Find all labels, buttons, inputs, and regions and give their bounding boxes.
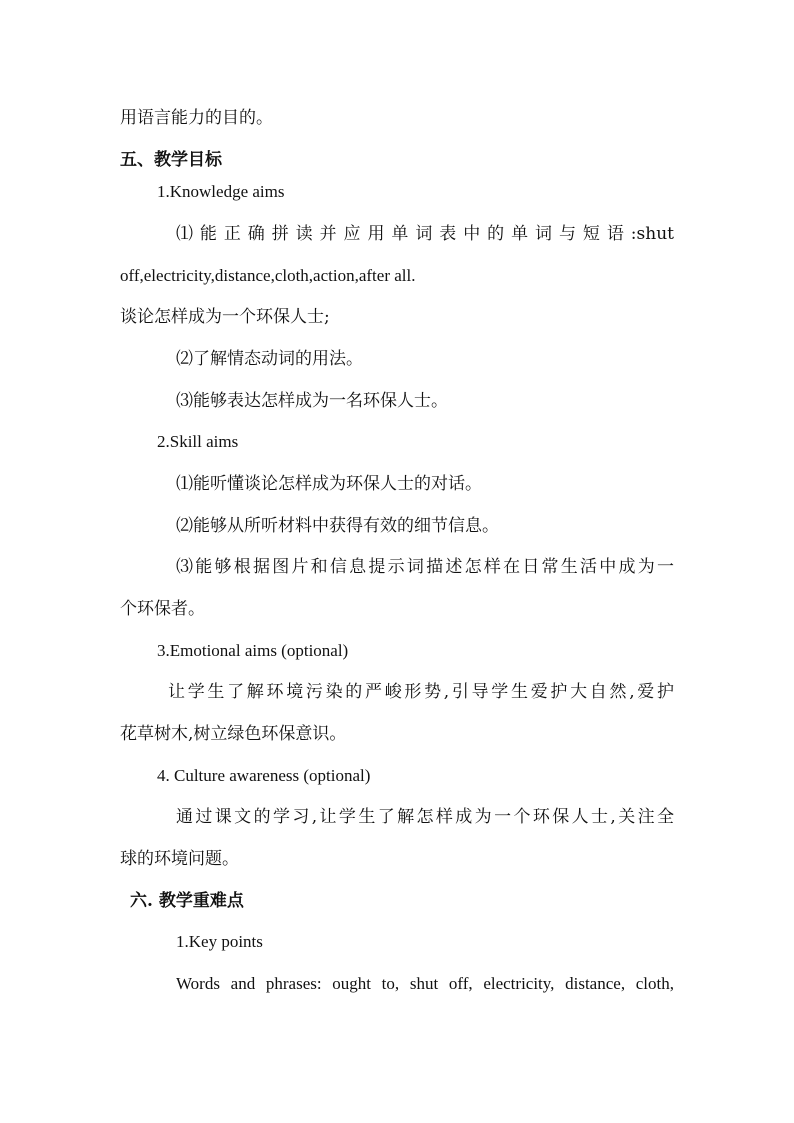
skill-item1: ⑴能听懂谈论怎样成为环保人士的对话。 [176,474,482,494]
knowledge-item3: ⑶能够表达怎样成为一名环保人士。 [176,391,448,411]
skill-item3-line1: ⑶能够根据图片和信息提示词描述怎样在日常生活中成为一 [176,557,674,577]
emotional-text-line1: 让学生了解环境污染的严峻形势,引导学生爱护大自然,爱护 [168,682,674,702]
skill-item2: ⑵能够从所听材料中获得有效的细节信息。 [176,516,499,536]
knowledge-item1-line2: off,electricity,distance,cloth,action,after all. [120,266,416,285]
key-points-line1: Words and phrases: ought to, shut off, electricity, distance, cloth, [176,974,674,993]
section6-heading: 六. 教学重难点 [130,891,244,911]
knowledge-aims-title: 1.Knowledge aims [157,182,285,201]
knowledge-item1-line3: 谈论怎样成为一个环保人士; [120,307,330,327]
skill-item3-line2: 个环保者。 [120,599,205,619]
emotional-aims-title: 3.Emotional aims (optional) [157,641,349,660]
skill-aims-title: 2.Skill aims [157,432,239,451]
key-points-title: 1.Key points [176,932,263,951]
intro-tail-text: 用语言能力的目的。 [120,108,273,128]
culture-text-line1: 通过课文的学习,让学生了解怎样成为一个环保人士,关注全 [176,807,674,827]
section5-heading: 五、教学目标 [120,150,222,170]
culture-text-line2: 球的环境问题。 [120,849,239,869]
culture-awareness-title: 4. Culture awareness (optional) [157,766,371,785]
emotional-text-line2: 花草树木,树立绿色环保意识。 [120,724,347,744]
knowledge-item2: ⑵了解情态动词的用法。 [176,349,363,369]
knowledge-item1-line1: ⑴ 能 正 确 拼 读 并 应 用 单 词 表 中 的 单 词 与 短 语 :shut [176,224,674,244]
